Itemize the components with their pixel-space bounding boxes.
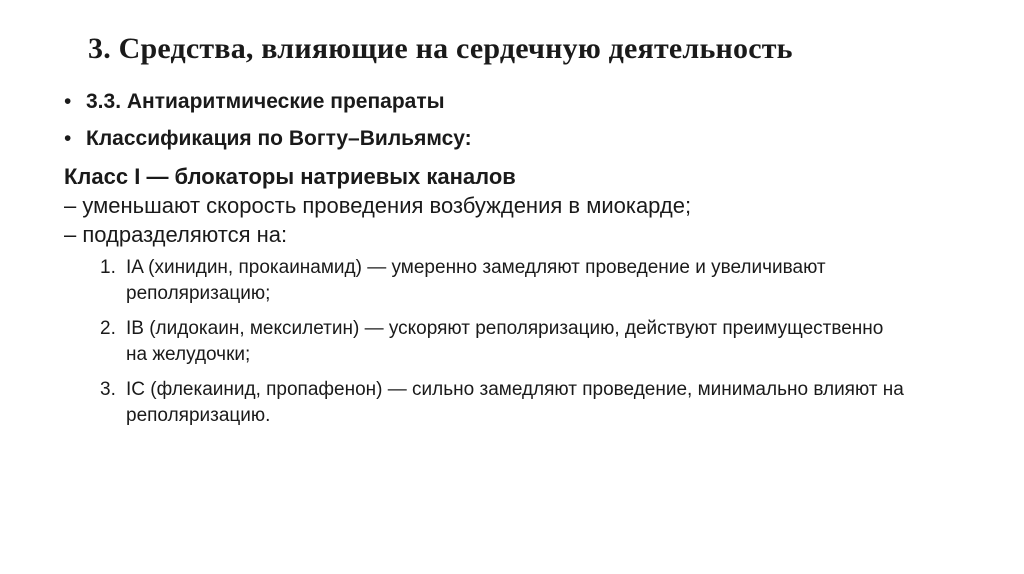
bullet-marker: •	[64, 90, 72, 113]
bullet-marker: •	[64, 127, 72, 150]
subclass-text: IC (флекаинид, пропафенон) — сильно замедляют проведение, минимально влияют на реполяризацию.	[126, 379, 904, 426]
bullet-text: 3.3. Антиаритмические препараты	[86, 90, 445, 113]
class-description-line: – подразделяются на:	[64, 222, 288, 247]
bullet-item-classification	[64, 125, 984, 153]
subclass-text: IB (лидокаин, мексилетин) — ускоряют реполяризацию, действуют преимущественно на желудочки;	[126, 318, 884, 365]
slide-title: 3. Средства, влияющие на сердечную деятельность	[88, 32, 793, 65]
class-heading: Класс I — блокаторы натриевых каналов	[64, 164, 516, 189]
subclass-item-ic	[100, 377, 906, 429]
subclass-number: 1.	[100, 257, 116, 278]
subclass-list	[100, 255, 984, 429]
bullet-item-section	[64, 88, 984, 116]
bullet-text: Классификация по Вогту–Вильямсу:	[86, 127, 472, 150]
subclass-item-ib	[100, 316, 906, 368]
slide-content	[64, 88, 984, 438]
subclass-number: 2.	[100, 318, 116, 339]
class-description-line: – уменьшают скорость проведения возбуждения в миокарде;	[64, 193, 692, 218]
subclass-item-ia	[100, 255, 906, 307]
subclass-number: 3.	[100, 379, 116, 400]
subclass-text: IA (хинидин, прокаинамид) — умеренно замедляют проведение и увеличивают реполяризацию;	[126, 257, 826, 304]
